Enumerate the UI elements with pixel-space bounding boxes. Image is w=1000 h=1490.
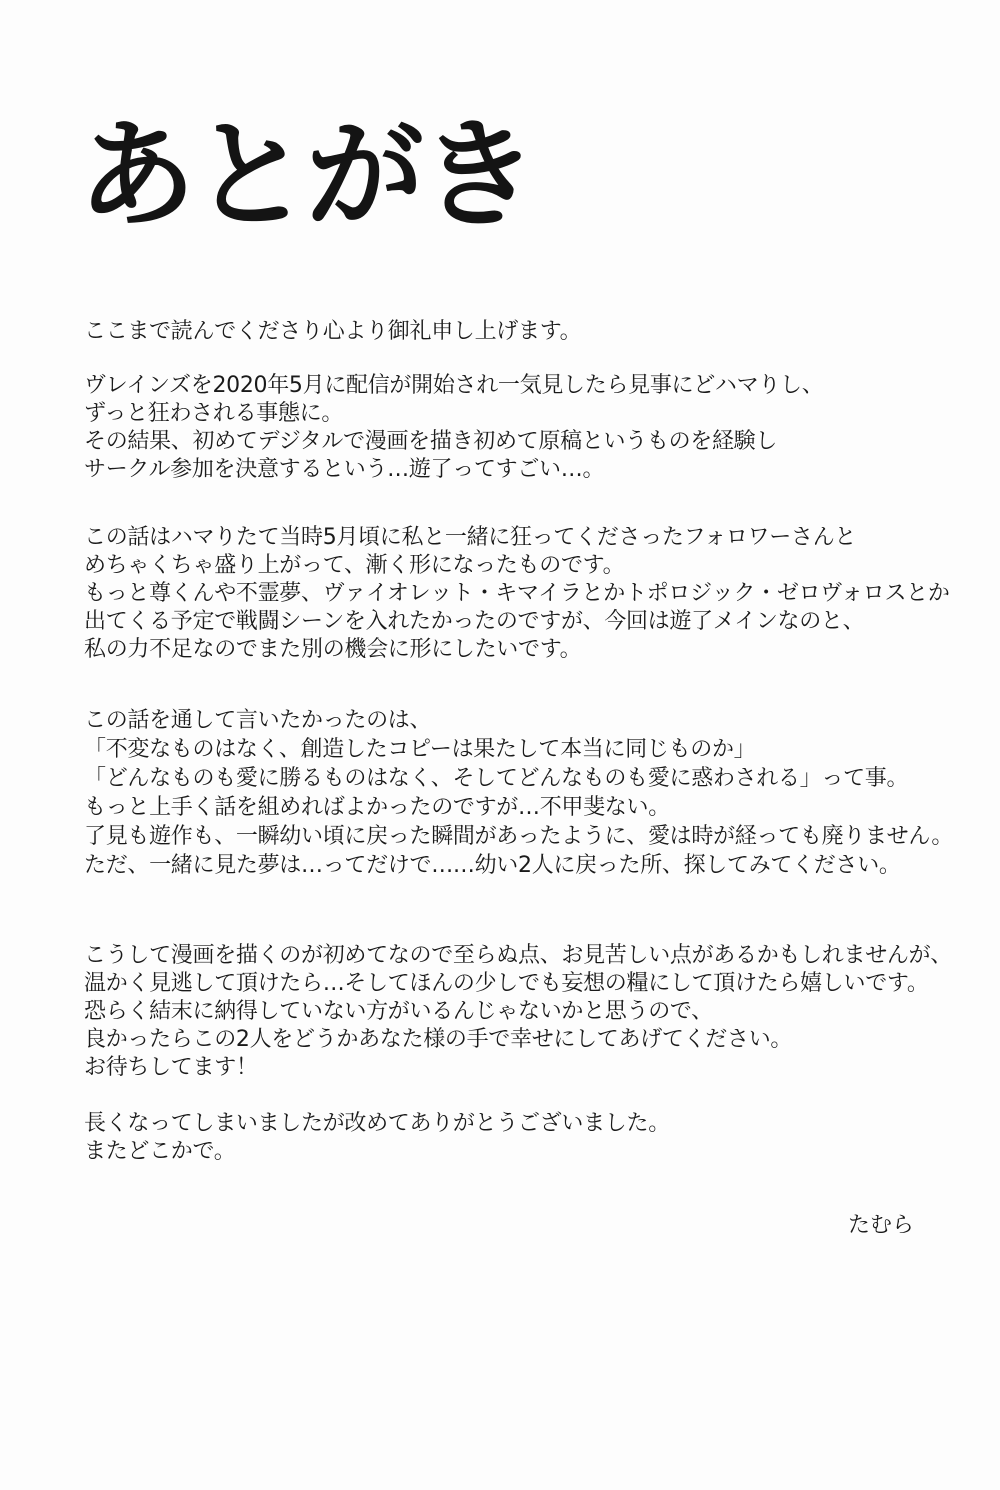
text-line: またどこかで。 xyxy=(84,1139,236,1164)
text-line: ヴレインズを2020年5月に配信が開始され一気見したら見事にどハマりし、 xyxy=(84,373,824,398)
text-line: 恐らく結末に納得していない方がいるんじゃないかと思うので、 xyxy=(84,999,713,1024)
text-line: 私の力不足なのでまた別の機会に形にしたいです。 xyxy=(84,637,582,662)
text-line: この話はハマりたて当時5月頃に私と一緒に狂ってくださったフォロワーさんと xyxy=(84,525,857,550)
text-line: こうして漫画を描くのが初めてなので至らぬ点、お見苦しい点があるかもしれませんが、 xyxy=(84,943,953,968)
text-line: もっと尊くんや不霊夢、ヴァイオレット・キマイラとかトポロジック・ゼロヴォロスとか xyxy=(84,581,950,606)
text-line: 「不変なものはなく、創造したコピーは果たして本当に同じものか」 xyxy=(84,737,756,762)
text-line: めちゃくちゃ盛り上がって、漸く形になったものです。 xyxy=(84,553,625,578)
author-signature: たむら xyxy=(848,1213,915,1238)
text-line: 出てくる予定で戦闘シーンを入れたかったのですが、今回は遊了メインなのと、 xyxy=(84,609,865,634)
text-line: お待ちしてます！ xyxy=(84,1055,258,1080)
text-line: その結果、初めてデジタルで漫画を描き初めて原稿というものを経験し xyxy=(84,429,778,454)
text-line: ここまで読んでくださり心より御礼申し上げます。 xyxy=(84,319,582,344)
text-line: ずっと狂わされる事態に。 xyxy=(84,401,344,426)
text-line: ただ、一緒に見た夢は…ってだけで……幼い2人に戻った所、探してみてください。 xyxy=(84,853,901,878)
text-line: この話を通して言いたかったのは、 xyxy=(84,708,432,733)
text-line: 温かく見逃して頂けたら…そしてほんの少しでも妄想の糧にして頂けたら嬉しいです。 xyxy=(84,971,929,996)
text-line: サークル参加を決意するという…遊了ってすごい…。 xyxy=(84,457,605,482)
text-line: 良かったらこの2人をどうかあなた様の手で幸せにしてあげてください。 xyxy=(84,1027,793,1052)
text-line: もっと上手く話を組めればよかったのですが…不甲斐ない。 xyxy=(84,795,670,820)
text-line: 了見も遊作も、一瞬幼い頃に戻った瞬間があったように、愛は時が経っても廃りません。 xyxy=(84,824,954,849)
text-line: 「どんなものも愛に勝るものはなく、そしてどんなものも愛に惑わされる」って事。 xyxy=(84,766,909,791)
text-line: 長くなってしまいましたが改めてありがとうございました。 xyxy=(84,1111,670,1136)
page-title: あとがき xyxy=(78,106,535,244)
